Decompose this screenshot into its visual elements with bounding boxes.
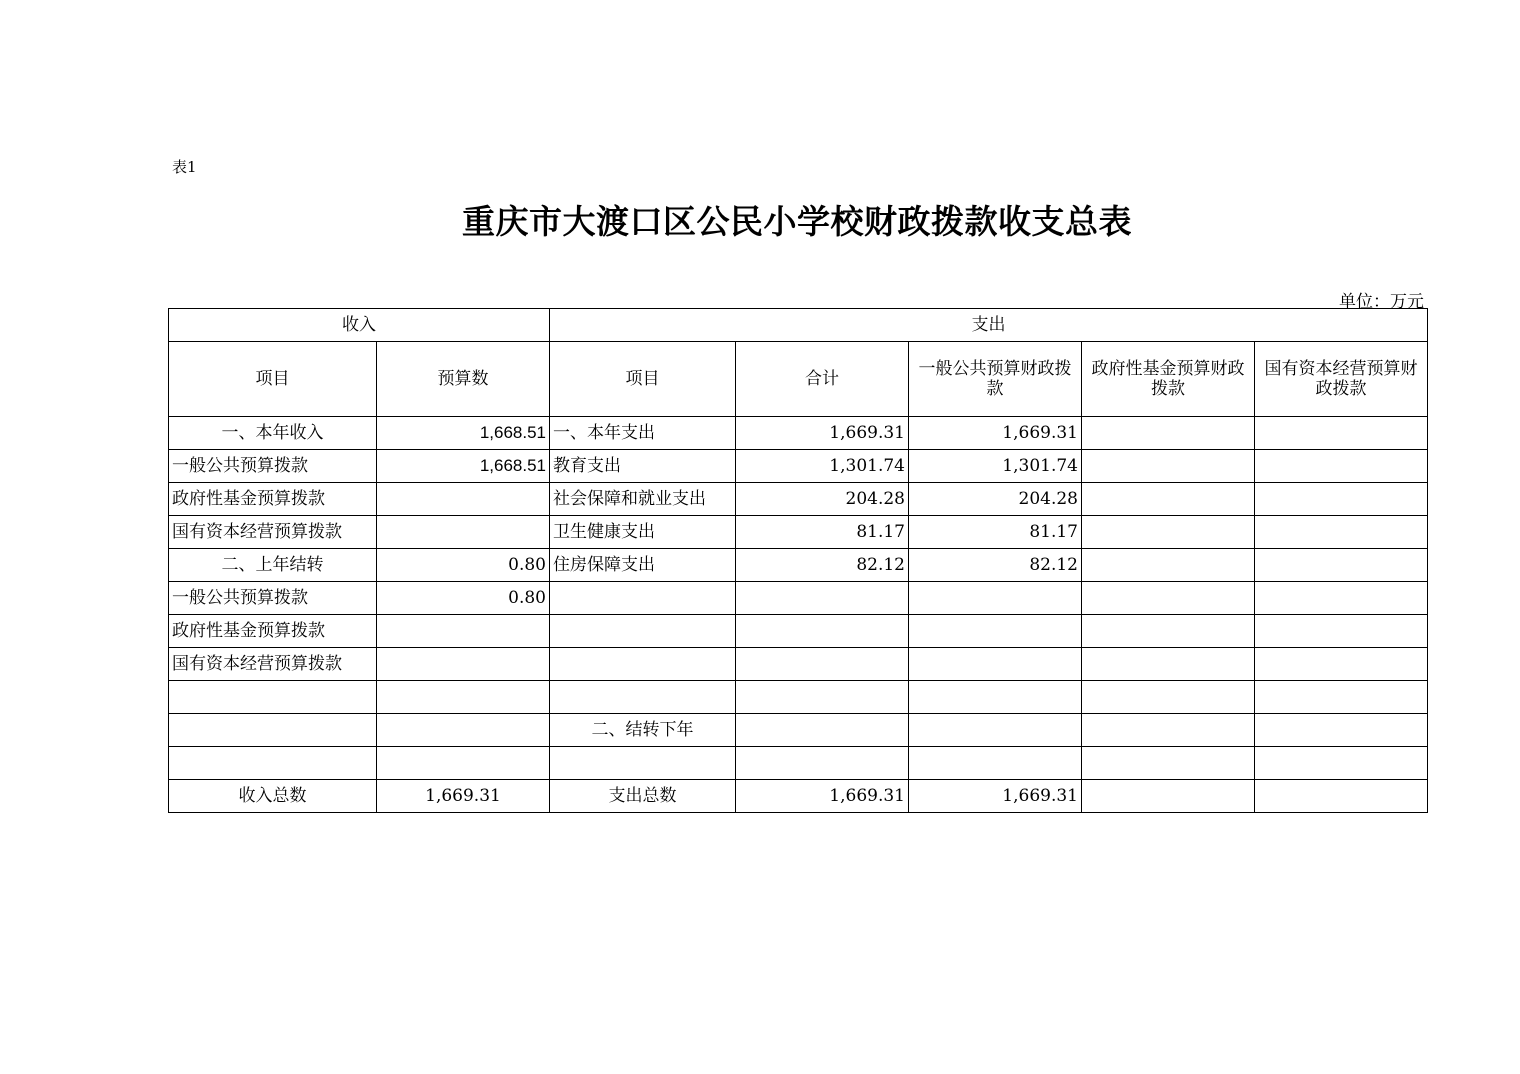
income-item: 一、本年收入: [169, 417, 377, 450]
income-amount: 1,668.51: [377, 450, 550, 483]
income-item: 政府性基金预算拨款: [169, 615, 377, 648]
income-item: 国有资本经营预算拨款: [169, 516, 377, 549]
column-header-row: [169, 342, 1428, 417]
expense-total: [736, 615, 909, 648]
expense-general-public: [909, 648, 1082, 681]
expense-state-capital: [1255, 615, 1428, 648]
col-header-state-capital: 国有资本经营预算财政拨款: [1255, 342, 1428, 417]
expense-gov-fund: [1082, 549, 1255, 582]
table-row: [169, 615, 1428, 648]
expense-item: [550, 681, 736, 714]
expense-general-public: 81.17: [909, 516, 1082, 549]
expense-gov-fund: [1082, 450, 1255, 483]
expense-gov-fund: [1082, 714, 1255, 747]
col-header-budget: 预算数: [377, 342, 550, 417]
col-header-income-item: 项目: [169, 342, 377, 417]
expense-item: 一、本年支出: [550, 417, 736, 450]
expense-state-capital: [1255, 516, 1428, 549]
expense-state-capital: [1255, 714, 1428, 747]
table-row: [169, 681, 1428, 714]
income-item: [169, 747, 377, 780]
expense-state-capital: [1255, 681, 1428, 714]
expense-state-capital: [1255, 549, 1428, 582]
income-item: 一般公共预算拨款: [169, 450, 377, 483]
expense-total: [736, 747, 909, 780]
expense-state-capital: [1255, 417, 1428, 450]
income-item: [169, 681, 377, 714]
income-group-header: 收入: [169, 309, 550, 342]
expense-item: 社会保障和就业支出: [550, 483, 736, 516]
expense-gov-fund: [1082, 582, 1255, 615]
total-row: [169, 780, 1428, 813]
expense-gov-fund: [1082, 648, 1255, 681]
expense-total: 1,669.31: [736, 780, 909, 813]
expense-gov-fund: [1082, 483, 1255, 516]
unit-label: 单位：万元: [1339, 292, 1424, 312]
income-amount: 0.80: [377, 582, 550, 615]
col-header-gov-fund: 政府性基金预算财政拨款: [1082, 342, 1255, 417]
expense-item: [550, 615, 736, 648]
expense-total: [736, 648, 909, 681]
income-amount: [377, 681, 550, 714]
expense-gov-fund: [1082, 516, 1255, 549]
expense-general-public: 1,669.31: [909, 417, 1082, 450]
table-row: [169, 582, 1428, 615]
expense-gov-fund: [1082, 417, 1255, 450]
expense-gov-fund: [1082, 615, 1255, 648]
page-title: 重庆市大渡口区公民小学校财政拨款收支总表: [462, 202, 1132, 241]
expense-gov-fund: [1082, 780, 1255, 813]
income-total-amount: 1,669.31: [377, 780, 550, 813]
income-total-label: 收入总数: [169, 780, 377, 813]
table-row: [169, 549, 1428, 582]
expense-item: 教育支出: [550, 450, 736, 483]
table-row: [169, 450, 1428, 483]
expense-item: [550, 747, 736, 780]
expense-general-public: 1,301.74: [909, 450, 1082, 483]
expense-general-public: [909, 681, 1082, 714]
expense-total-label: 支出总数: [550, 780, 736, 813]
table-row: [169, 483, 1428, 516]
expense-item: [550, 648, 736, 681]
expense-total: [736, 582, 909, 615]
group-header-row: [169, 309, 1428, 342]
table-row: [169, 714, 1428, 747]
expense-general-public: [909, 615, 1082, 648]
expense-total: [736, 681, 909, 714]
expense-item: 卫生健康支出: [550, 516, 736, 549]
expense-general-public: 82.12: [909, 549, 1082, 582]
expense-group-header: 支出: [550, 309, 1428, 342]
expense-general-public: [909, 582, 1082, 615]
income-amount: [377, 714, 550, 747]
expense-state-capital: [1255, 450, 1428, 483]
expense-state-capital: [1255, 648, 1428, 681]
table-row: [169, 417, 1428, 450]
table-row: [169, 648, 1428, 681]
expense-state-capital: [1255, 747, 1428, 780]
income-amount: 0.80: [377, 549, 550, 582]
expense-total: 204.28: [736, 483, 909, 516]
income-amount: [377, 747, 550, 780]
expense-item: 住房保障支出: [550, 549, 736, 582]
expense-item: 二、结转下年: [550, 714, 736, 747]
income-item: 政府性基金预算拨款: [169, 483, 377, 516]
income-item: 一般公共预算拨款: [169, 582, 377, 615]
expense-item: [550, 582, 736, 615]
expense-state-capital: [1255, 780, 1428, 813]
expense-general-public: [909, 747, 1082, 780]
expense-gov-fund: [1082, 681, 1255, 714]
expense-general-public: 1,669.31: [909, 780, 1082, 813]
expense-total: 1,301.74: [736, 450, 909, 483]
expense-general-public: 204.28: [909, 483, 1082, 516]
table-row: [169, 747, 1428, 780]
table-row: [169, 516, 1428, 549]
expense-total: 82.12: [736, 549, 909, 582]
expense-total: 81.17: [736, 516, 909, 549]
income-amount: 1,668.51: [377, 417, 550, 450]
expense-general-public: [909, 714, 1082, 747]
income-amount: [377, 516, 550, 549]
expense-total: [736, 714, 909, 747]
table-number: 表1: [172, 158, 197, 176]
income-amount: [377, 615, 550, 648]
expense-state-capital: [1255, 483, 1428, 516]
income-item: 二、上年结转: [169, 549, 377, 582]
income-item: 国有资本经营预算拨款: [169, 648, 377, 681]
col-header-expense-item: 项目: [550, 342, 736, 417]
income-item: [169, 714, 377, 747]
income-amount: [377, 648, 550, 681]
budget-table: [168, 308, 1428, 813]
expense-total: 1,669.31: [736, 417, 909, 450]
col-header-total: 合计: [736, 342, 909, 417]
expense-gov-fund: [1082, 747, 1255, 780]
expense-state-capital: [1255, 582, 1428, 615]
col-header-general-public: 一般公共预算财政拨款: [909, 342, 1082, 417]
income-amount: [377, 483, 550, 516]
